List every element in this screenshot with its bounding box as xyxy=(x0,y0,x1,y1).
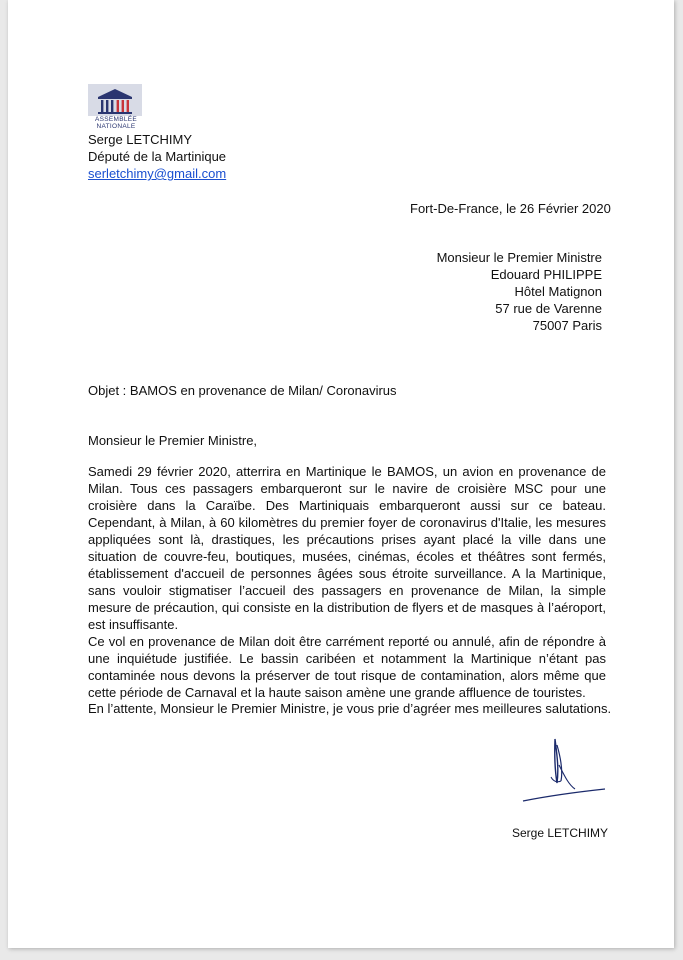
sender-title: Député de la Martinique xyxy=(88,149,227,164)
recipient-line: Hôtel Matignon xyxy=(514,284,602,299)
logo-caption xyxy=(88,116,144,130)
salutation: Monsieur le Premier Ministre, xyxy=(88,433,258,448)
body-paragraph-1: Samedi 29 février 2020, atterrira en Martinique le BAMOS, un avion en provenance de Milan. Tous ces passagers embarqueront sur le navire de croisière MSC pour une croisière dans la Caraïbe. Des Martiniquais embarqueront aussi sur ce bateau. Cependant, à Milan, à 60 kilomètres du premier foyer de coronavirus d'Italie, les mesures appliquées sont là, drastiques, les précautions prises ayant placé la ville dans une situation de couvre-feu, boutiques, musées, cinémas, écoles et théâtres sont fermés, établissement d'accueil de personnes âgées sous étroite surveillance. A la Martinique, sans vouloir stigmatiser l’accueil des passagers en provenance de Milan, la simple mesure de précaution, qui consiste en la distribution de flyers et de masques à l’aéroport, est insuffisante. xyxy=(88,464,606,632)
subject-line: Objet : BAMOS en provenance de Milan/ Coronavirus xyxy=(88,383,397,398)
signer-name: Serge LETCHIMY xyxy=(512,826,609,840)
recipient-line: 57 rue de Varenne xyxy=(495,301,602,316)
date-line: Fort-De-France, le 26 Février 2020 xyxy=(410,201,611,216)
recipient-block xyxy=(437,249,602,334)
letter-page xyxy=(8,0,674,948)
body-paragraph-2: Ce vol en provenance de Milan doit être carrément reporté ou annulé, afin de répondre à une inquiétude justifiée. Le bassin caribéen et notamment la Martinique n’étant pas contaminée nous devons la préserver de tout risque de contamination, alors même que cette période de Carnaval et la haute saison amène une grande affluence de touristes. xyxy=(88,634,606,700)
recipient-line: Edouard PHILIPPE xyxy=(490,267,602,282)
closing-line: En l’attente, Monsieur le Premier Ministre, je vous prie d’agréer mes meilleures salutations. xyxy=(88,701,612,716)
sender-name: Serge LETCHIMY xyxy=(88,132,193,147)
recipient-line: 75007 Paris xyxy=(532,318,602,333)
handwritten-signature xyxy=(513,735,613,807)
letter-body xyxy=(88,463,606,701)
sender-block xyxy=(88,131,226,182)
sender-email-link[interactable]: serletchimy@gmail.com xyxy=(88,166,227,181)
recipient-line: Monsieur le Premier Ministre xyxy=(436,250,602,265)
logo-caption-line1: ASSEMBLÉE xyxy=(94,116,138,123)
logo-caption-line2: NATIONALE xyxy=(96,123,136,130)
